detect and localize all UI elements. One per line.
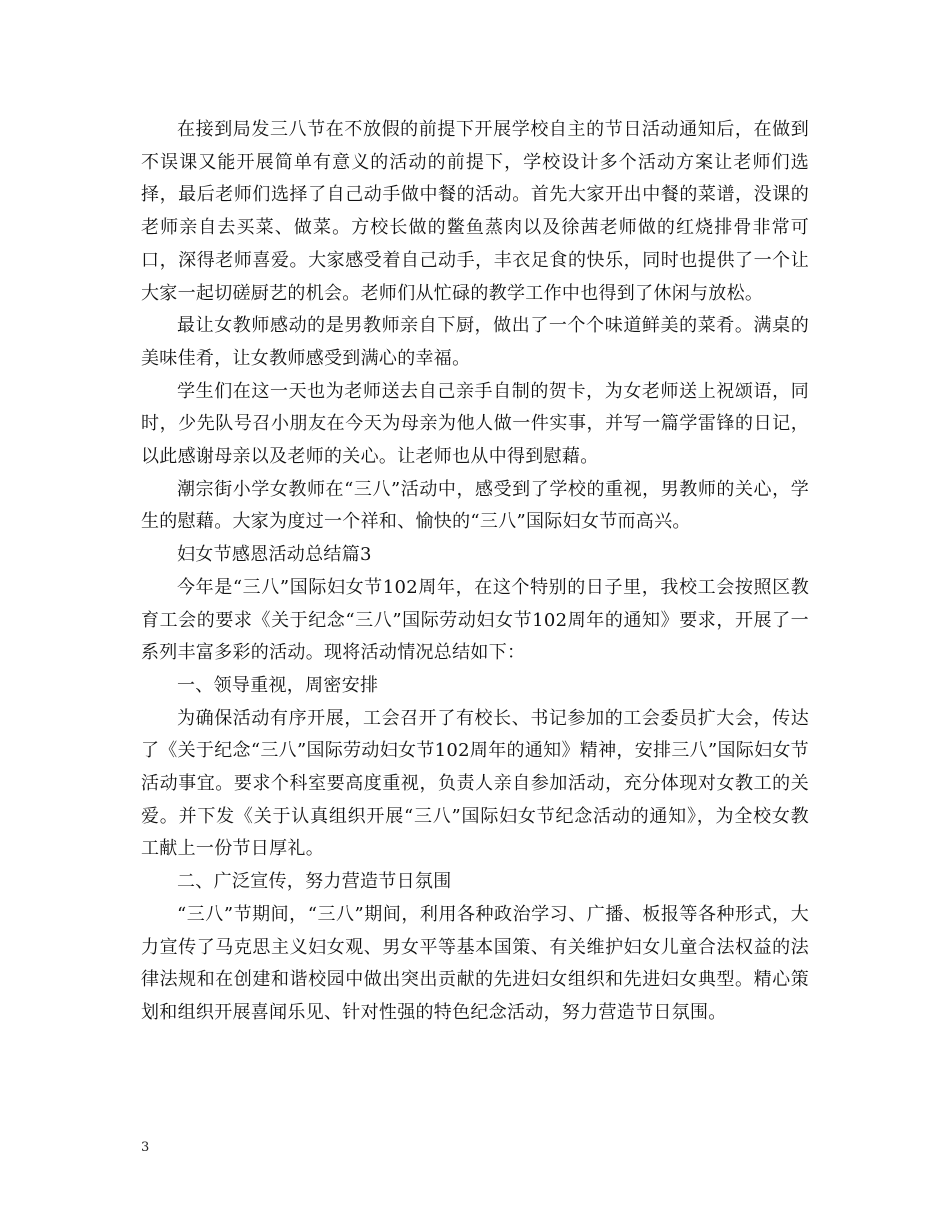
paragraph-students-cards: 学生们在这一天也为老师送去自己亲手自制的贺卡，为女老师送上祝颂语，同时，少先队号召小朋友在今天为母亲为他人做一件实事，并写一篇学雷锋的日记，以此感谢母亲以及老师的关心。让老师也从中得到慰藉。 [141,380,809,468]
paragraph-leadership-details: 为确保活动有序开展，工会召开了有校长、书记参加的工会委员扩大会，传达了《关于纪念“三八”国际劳动妇女节102周年的通知》精神，安排三八”国际妇女节活动事宜。要求个科室要高度重视，负责人亲自参加活动，充分体现对女教工的关爱。并下发《关于认真组织开展“三八”国际妇女节纪念活动的通知》，为全校女教工献上一份节日厚礼。 [141,707,809,860]
page-number: 3 [141,1140,150,1155]
paragraph-intro-102-anniversary: 今年是“三八”国际妇女节102周年，在这个特别的日子里，我校工会按照区教育工会的要求《关于纪念“三八”国际劳动妇女节102周年的通知》要求，开展了一系列丰富多彩的活动。现将活动情况总结如下： [141,576,809,664]
paragraph-school-summary: 潮宗街小学女教师在“三八”活动中，感受到了学校的重视，男教师的关心，学生的慰藉。大家为度过一个祥和、愉快的“三八”国际妇女节而高兴。 [141,478,809,533]
heading-publicity: 二、广泛宣传，努力营造节日氛围 [177,871,452,893]
paragraph-publicity-details: “三八”节期间，“三八”期间，利用各种政治学习、广播、板报等各种形式，大力宣传了马克思主义妇女观、男女平等基本国策、有关维护妇女儿童合法权益的法律法规和在创建和谐校园中做出突出贡献的先进妇女组织和先进妇女典型。精心策划和组织开展喜闻乐见、针对性强的特色纪念活动，努力营造节日氛围。 [141,903,809,1023]
heading-leadership: 一、领导重视，周密安排 [177,674,379,696]
document-body [141,114,809,1030]
paragraph-cooking-activity: 在接到局发三八节在不放假的前提下开展学校自主的节日活动通知后，在做到不误课又能开展简单有意义的活动的前提下，学校设计多个活动方案让老师们选择，最后老师们选择了自己动手做中餐的活动。首先大家开出中餐的菜谱，没课的老师亲自去买菜、做菜。方校长做的鳖鱼蒸肉以及徐茜老师做的红烧排骨非常可口，深得老师喜爱。大家感受着自己动手，丰衣足食的快乐，同时也提供了一个让大家一起切磋厨艺的机会。老师们从忙碌的教学工作中也得到了休闲与放松。 [141,119,809,304]
section-title-part3: 妇女节感恩活动总结篇3 [177,544,372,566]
paragraph-male-teachers-cooking: 最让女教师感动的是男教师亲自下厨，做出了一个个味道鲜美的菜肴。满桌的美味佳肴，让女教师感受到满心的幸福。 [141,315,809,369]
